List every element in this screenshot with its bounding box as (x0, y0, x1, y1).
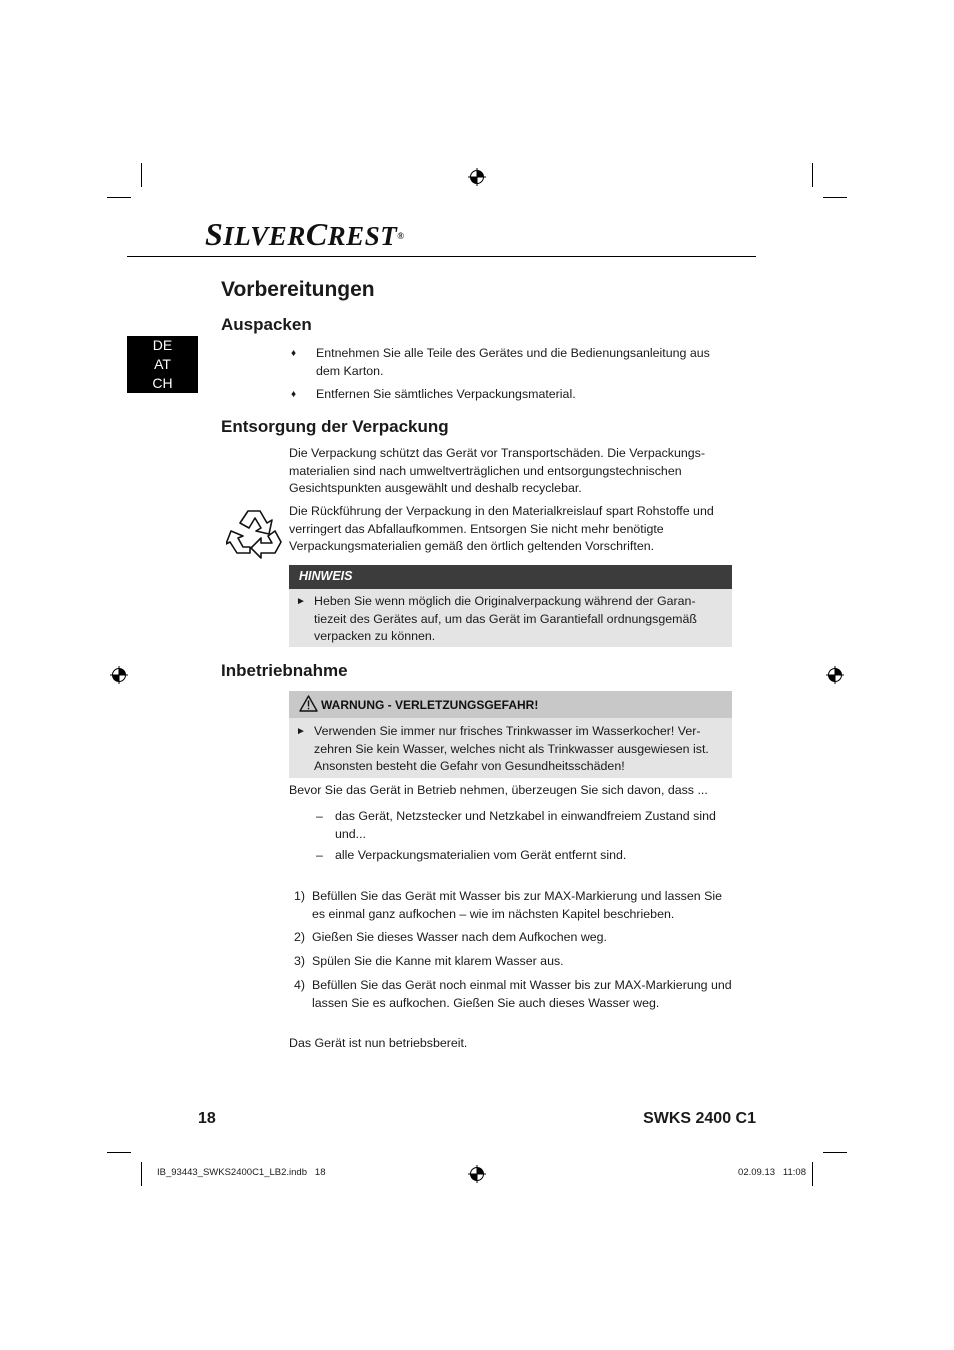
crop-mark (141, 163, 142, 187)
crop-mark (141, 1162, 142, 1186)
print-file-info: IB_93443_SWKS2400C1_LB2.indb 18 (157, 1167, 326, 1178)
step-item: 4) Befüllen Sie das Gerät noch einmal mit Wasser bis zur MAX-Markierung und lassen Sie es aufkochen. Gießen Sie auch dieses Wasser weg. (294, 978, 732, 1010)
registration-mark-icon (468, 1165, 486, 1183)
paragraph: Die Verpackung schützt das Gerät vor Transportschäden. Die Verpackungsmaterialien sind nach umweltverträglichen und entsorgungstechnischen Gesichtspunkten ausgewählt und deshalb recyclebar. (289, 446, 706, 496)
crop-mark (107, 197, 131, 198)
recycle-icon (226, 505, 284, 561)
bullet-diamond-icon: ♦ (291, 348, 297, 359)
step-item: 2) Gießen Sie dieses Wasser nach dem Aufkochen weg. (294, 930, 608, 944)
warning-triangle-icon (299, 695, 318, 712)
lang-de: DE (152, 337, 173, 353)
crop-mark (812, 163, 813, 187)
warning-header (289, 691, 732, 718)
crop-mark (823, 1152, 847, 1153)
section-heading-auspacken: Auspacken (221, 315, 312, 334)
crop-mark (823, 197, 847, 198)
model-number: SWKS 2400 C1 (643, 1110, 756, 1127)
language-tab (127, 336, 198, 393)
crop-mark (107, 1152, 131, 1153)
step-item: 1) Befüllen Sie das Gerät mit Wasser bis zur MAX-Markierung und lassen Sie es einmal ganz aufkochen – wie im nächsten Kapitel beschrieben. (294, 889, 722, 921)
lang-ch: CH (152, 375, 173, 391)
registration-mark-icon (110, 666, 128, 684)
lang-at: AT (154, 356, 171, 372)
list-item: – das Gerät, Netzstecker und Netzkabel in einwandfreiem Zustand sind und... (316, 809, 716, 841)
arrow-right-icon: ► (296, 596, 306, 607)
list-item: ♦ Entnehmen Sie alle Teile des Gerätes und die Bedienungsanleitung aus dem Karton. (291, 346, 710, 378)
header-rule (127, 256, 756, 257)
warning-label: WARNUNG - VERLETZUNGSGEFAHR! (321, 698, 539, 712)
step-item: 3) Spülen Sie die Kanne mit klarem Wasser aus. (294, 954, 564, 968)
arrow-right-icon: ► (296, 726, 306, 737)
page-title: Vorbereitungen (221, 278, 375, 301)
hinweis-header (289, 565, 732, 589)
hinweis-text: Heben Sie wenn möglich die Originalverpackung während der Garantiezeit des Gerätes auf, um das Gerät im Garantiefall ordnungsgemäß verpacken zu können. (314, 594, 697, 644)
paragraph: Bevor Sie das Gerät in Betrieb nehmen, überzeugen Sie sich davon, dass ... (289, 783, 708, 797)
page-number: 18 (198, 1110, 216, 1127)
list-item: – alle Verpackungsmaterialien vom Gerät entfernt sind. (316, 847, 726, 865)
paragraph: Das Gerät ist nun betriebsbereit. (289, 1036, 468, 1050)
registration-mark-icon (826, 666, 844, 684)
brand-logo: SILVERCREST® (205, 216, 405, 252)
crop-mark (812, 1162, 813, 1186)
registration-mark-icon (468, 168, 486, 186)
paragraph: Die Rückführung der Verpackung in den Materialkreislauf spart Rohstoffe und verringert das Abfallaufkommen. Entsorgen Sie nicht mehr benötigte Verpackungsmaterialien gemäß den örtlich geltenden Vorschriften. (289, 504, 714, 554)
dash-bullet: – (316, 848, 323, 862)
hinweis-box (289, 589, 732, 647)
dash-bullet: – (316, 809, 323, 823)
warning-text: Verwenden Sie immer nur frisches Trinkwasser im Wasserkocher! Verzehren Sie kein Wasser, welches nicht als Trinkwasser ausgewiesen ist. Ansonsten besteht die Gefahr von Gesundheitsschäden! (314, 724, 709, 774)
hinweis-label: HINWEIS (299, 569, 353, 583)
warning-box (289, 718, 732, 778)
section-heading-inbetriebnahme: Inbetriebnahme (221, 661, 348, 680)
list-item: ♦ Entfernen Sie sämtliches Verpackungsmaterial. (291, 386, 736, 404)
section-heading-entsorgung: Entsorgung der Verpackung (221, 417, 449, 436)
print-date-info: 02.09.13 11:08 (738, 1167, 806, 1178)
bullet-diamond-icon: ♦ (291, 389, 297, 400)
